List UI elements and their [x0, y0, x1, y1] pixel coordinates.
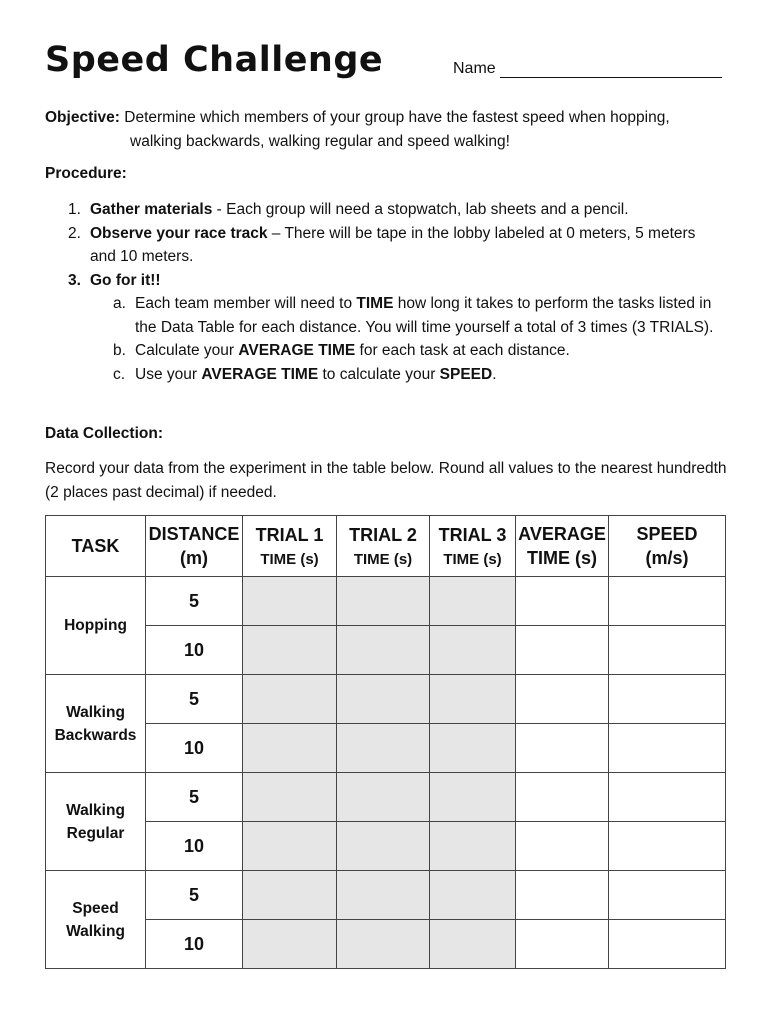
header-text: AVERAGE [518, 524, 606, 544]
step-number: 1. [68, 201, 81, 218]
speed-input-cell[interactable] [609, 773, 726, 822]
task-cell-walking-backwards [46, 675, 146, 773]
page-title: Speed Challenge [45, 40, 384, 80]
name-blank-line[interactable] [500, 61, 722, 78]
trial3-input-cell[interactable] [430, 724, 516, 773]
table-row [46, 626, 726, 675]
procedure-heading: Procedure: [45, 165, 127, 182]
trial3-input-cell[interactable] [430, 920, 516, 969]
task-label: Walking [66, 801, 125, 819]
speed-input-cell[interactable] [609, 675, 726, 724]
header-text: TRIAL 3 [438, 524, 507, 545]
trial2-input-cell[interactable] [337, 871, 430, 920]
distance-cell: 5 [146, 773, 243, 822]
step-title: Go for it!! [90, 271, 161, 289]
trial2-input-cell[interactable] [337, 675, 430, 724]
table-row [46, 577, 726, 626]
trial2-input-cell[interactable] [337, 920, 430, 969]
substep-letter: a. [113, 295, 126, 312]
substep-text: Calculate your [135, 342, 239, 359]
header-unit: (m/s) [645, 548, 689, 568]
col-header-trial1 [243, 516, 337, 577]
substep-text: how long it takes to perform the tasks listed in the Data Table for each distance. You will time yourself a total of 3 times (3 TRIALS). [135, 295, 714, 336]
speed-input-cell[interactable] [609, 724, 726, 773]
header-unit: TIME (s) [443, 550, 502, 568]
table-row [46, 920, 726, 969]
col-header-average-time [516, 516, 609, 577]
table-row [46, 822, 726, 871]
trial2-input-cell[interactable] [337, 724, 430, 773]
average-time-input-cell[interactable] [516, 626, 609, 675]
data-table [45, 515, 726, 969]
trial3-input-cell[interactable] [430, 871, 516, 920]
header-text: SPEED [636, 524, 698, 544]
step-number: 3. [68, 271, 81, 289]
objective-text-line2: walking backwards, walking regular and speed walking! [130, 133, 510, 150]
distance-cell: 5 [146, 577, 243, 626]
speed-input-cell[interactable] [609, 577, 726, 626]
trial1-input-cell[interactable] [243, 626, 337, 675]
procedure-step [45, 269, 735, 293]
name-field-group [453, 60, 722, 78]
table-row [46, 871, 726, 920]
header-unit: TIME (s) [527, 548, 597, 568]
trial2-input-cell[interactable] [337, 577, 430, 626]
trial1-input-cell[interactable] [243, 920, 337, 969]
trial3-input-cell[interactable] [430, 626, 516, 675]
trial3-input-cell[interactable] [430, 773, 516, 822]
step-title: Observe your race track [90, 224, 268, 242]
procedure-list [45, 198, 735, 386]
header-unit: (m) [180, 548, 208, 568]
distance-cell: 5 [146, 675, 243, 724]
speed-input-cell[interactable] [609, 920, 726, 969]
data-collection-heading: Data Collection: [45, 425, 163, 442]
procedure-substep [45, 339, 735, 363]
trial3-input-cell[interactable] [430, 577, 516, 626]
speed-input-cell[interactable] [609, 871, 726, 920]
name-label: Name [453, 60, 496, 77]
procedure-substep [45, 292, 735, 339]
substep-emphasis: AVERAGE TIME [201, 365, 319, 383]
distance-cell: 10 [146, 920, 243, 969]
objective-label: Objective: [45, 109, 120, 126]
trial3-input-cell[interactable] [430, 675, 516, 724]
substep-emphasis: TIME [356, 295, 394, 312]
step-text: - Each group will need a stopwatch, lab sheets and a pencil. [212, 201, 629, 218]
speed-input-cell[interactable] [609, 626, 726, 675]
task-label: Walking [66, 703, 125, 721]
trial1-input-cell[interactable] [243, 822, 337, 871]
average-time-input-cell[interactable] [516, 675, 609, 724]
substep-text: for each task at each distance. [355, 342, 570, 359]
trial1-input-cell[interactable] [243, 724, 337, 773]
header-text: TRIAL 2 [349, 524, 417, 545]
average-time-input-cell[interactable] [516, 822, 609, 871]
table-row [46, 724, 726, 773]
col-header-speed [609, 516, 726, 577]
col-header-trial3 [430, 516, 516, 577]
substep-emphasis: SPEED [439, 365, 493, 383]
task-label: Walking [66, 922, 125, 940]
distance-cell: 5 [146, 871, 243, 920]
procedure-step [45, 222, 735, 269]
col-header-task [46, 516, 146, 577]
speed-input-cell[interactable] [609, 822, 726, 871]
step-text: – There will be tape in the lobby labeled at 0 meters, 5 meters and 10 meters. [90, 224, 696, 265]
trial1-input-cell[interactable] [243, 773, 337, 822]
header-text: TRIAL 1 [255, 524, 324, 545]
procedure-substep [45, 363, 735, 387]
substep-text: Use your [135, 365, 202, 383]
trial2-input-cell[interactable] [337, 822, 430, 871]
col-header-distance [146, 516, 243, 577]
distance-cell: 10 [146, 822, 243, 871]
table-header-row [46, 516, 726, 577]
data-collection-instructions: Record your data from the experiment in the table below. Round all values to the nearest hundredth (2 places past decimal) if needed. [45, 460, 727, 501]
average-time-input-cell[interactable] [516, 724, 609, 773]
substep-text: . [492, 365, 497, 383]
table-row [46, 675, 726, 724]
task-label: Speed [72, 899, 119, 917]
substep-letter: c. [113, 365, 126, 383]
task-cell-hopping [46, 577, 146, 675]
trial1-input-cell[interactable] [243, 871, 337, 920]
distance-cell: 10 [146, 626, 243, 675]
substep-letter: b. [113, 342, 126, 359]
trial2-input-cell[interactable] [337, 626, 430, 675]
objective-text-line1: Determine which members of your group have the fastest speed when hopping, [124, 109, 670, 126]
average-time-input-cell[interactable] [516, 920, 609, 969]
trial3-input-cell[interactable] [430, 822, 516, 871]
col-header-trial2 [337, 516, 430, 577]
distance-cell: 10 [146, 724, 243, 773]
substep-emphasis: AVERAGE TIME [238, 342, 356, 359]
average-time-input-cell[interactable] [516, 773, 609, 822]
step-number: 2. [68, 224, 81, 242]
header-unit: TIME (s) [353, 550, 413, 568]
trial1-input-cell[interactable] [243, 577, 337, 626]
table-row [46, 773, 726, 822]
header-unit: TIME (s) [260, 550, 319, 568]
substep-text: to calculate your [318, 365, 440, 383]
task-cell-walking-regular [46, 773, 146, 871]
trial2-input-cell[interactable] [337, 773, 430, 822]
task-label: Regular [66, 824, 125, 842]
task-label: Backwards [54, 726, 137, 744]
substep-text: Each team member will need to [135, 295, 357, 312]
task-cell-speed-walking [46, 871, 146, 969]
header-text: TASK [71, 536, 120, 556]
trial1-input-cell[interactable] [243, 675, 337, 724]
task-label: Hopping [64, 617, 127, 634]
step-title: Gather materials [90, 201, 213, 218]
objective-section [45, 106, 735, 154]
header-text: DISTANCE [148, 524, 240, 544]
average-time-input-cell[interactable] [516, 871, 609, 920]
procedure-step [45, 198, 735, 222]
average-time-input-cell[interactable] [516, 577, 609, 626]
